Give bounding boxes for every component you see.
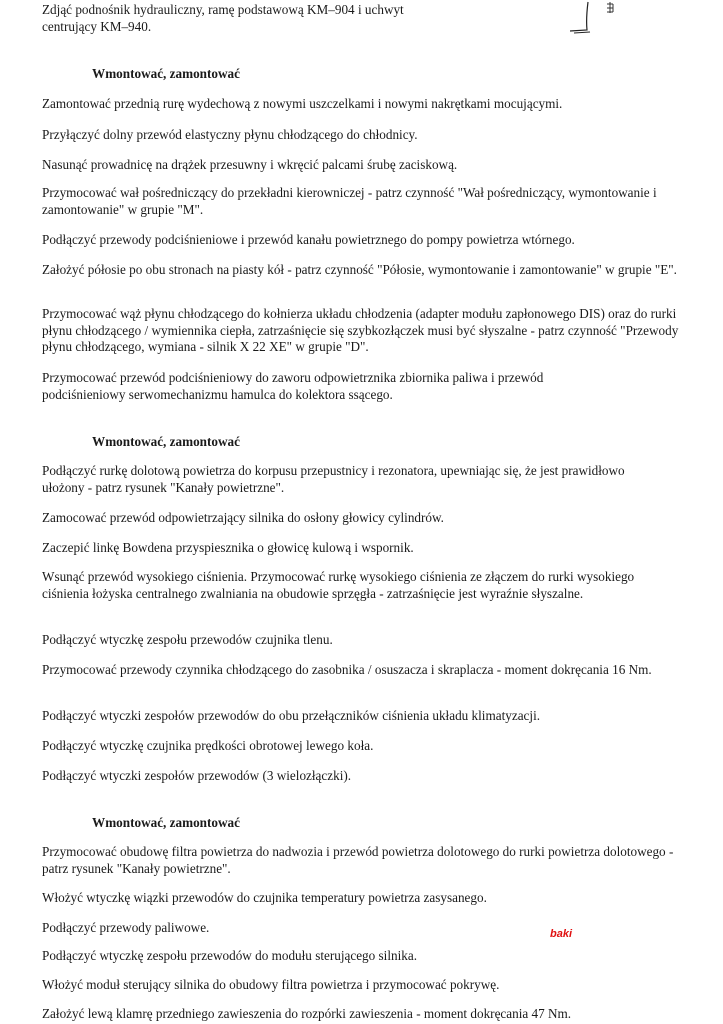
section-heading: Wmontować, zamontować (92, 66, 240, 81)
instruction-step: Zaczepić linkę Bowdena przyspiesznika o głowicę kulową i wspornik. (42, 540, 414, 555)
instruction-step: Podłączyć wtyczki zespołów przewodów do obu przełączników ciśnienia układu klimatyzacji. (42, 708, 541, 723)
instruction-step: Włożyć wtyczkę wiązki przewodów do czujnika temperatury powietrza zasysanego. (42, 890, 487, 905)
intro-paragraph: Zdjąć podnośnik hydrauliczny, ramę podstawową KM–904 i uchwyt centrujący KM–940. (42, 2, 404, 34)
instruction-step: Podłączyć przewody paliwowe. (42, 920, 210, 935)
section-heading: Wmontować, zamontować (92, 434, 240, 449)
instruction-step: Zamontować przednią rurę wydechową z nowymi uszczelkami i nowymi nakrętkami mocującymi. (42, 96, 563, 111)
instruction-step: Włożyć moduł sterujący silnika do obudowy filtra powietrza i przymocować pokrywę. (42, 977, 500, 992)
instruction-step: Podłączyć wtyczkę zespołu przewodów do modułu sterującego silnika. (42, 948, 418, 963)
instruction-step: Przymocować wąż płynu chłodzącego do kołnierza układu chłodzenia (adapter modułu zapłonowego DIS) oraz do rurki płynu chłodzącego / wymiennika ciepła, zatrzaśnięcie się szybkozłączek musi być słyszalne - patrz czynność "Przewody płynu chłodzącego, wymiana - silnik X 22 XE" w grupie "D". (42, 306, 679, 354)
instruction-step: Przymocować obudowę filtra powietrza do nadwozia i przewód powietrza dolotowego do rurki powietrza dolotowego - patrz rysunek "Kanały powietrzne". (42, 844, 674, 876)
instruction-step: Nasunąć prowadnicę na drążek przesuwny i wkręcić palcami śrubę zaciskową. (42, 157, 458, 172)
instruction-step: Założyć półosie po obu stronach na piasty kół - patrz czynność "Półosie, wymontowanie i zamontowanie" w grupie "E". (42, 262, 677, 277)
instruction-step: Przymocować wał pośredniczący do przekładni kierowniczej - patrz czynność "Wał pośredniczący, wymontowanie i zamontowanie" w grupie "M". (42, 185, 657, 217)
instruction-step: Podłączyć wtyczki zespołów przewodów (3 wielozłączki). (42, 768, 352, 783)
instruction-step: Założyć lewą klamrę przedniego zawieszenia do rozpórki zawieszenia - moment dokręcania 47 Nm. (42, 1006, 572, 1021)
instruction-step: Przyłączyć dolny przewód elastyczny płynu chłodzącego do chłodnicy. (42, 127, 418, 142)
handwritten-annotation: baki (550, 928, 573, 940)
instruction-step: Przymocować przewody czynnika chłodzącego do zasobnika / osuszacza i skraplacza - moment dokręcania 16 Nm. (42, 662, 652, 677)
instruction-step: Zamocować przewód odpowietrzający silnika do osłony głowicy cylindrów. (42, 510, 444, 525)
instruction-step: Podłączyć rurkę dolotową powietrza do korpusu przepustnicy i rezonatora, upewniając się, że jest prawidłowo ułożony - patrz rysunek "Kanały powietrzne". (42, 463, 625, 495)
instruction-step: Podłączyć wtyczkę czujnika prędkości obrotowej lewego koła. (42, 738, 374, 753)
instruction-step: Wsunąć przewód wysokiego ciśnienia. Przymocować rurkę wysokiego ciśnienia ze złączem do rurki wysokiego ciśnienia łożyska centralnego zwalniania na obudowie sprzęgła - zatrzaśnięcie jest wyraźnie słyszalne. (42, 569, 635, 601)
section-heading: Wmontować, zamontować (92, 815, 240, 830)
instruction-step: Przymocować przewód podciśnieniowy do zaworu odpowietrznika zbiornika paliwa i przewód podciśnieniowy serwomechanizmu hamulca do kolektora ssącego. (42, 370, 544, 402)
instruction-step: Podłączyć wtyczkę zespołu przewodów czujnika tlenu. (42, 632, 333, 647)
instruction-step: Podłączyć przewody podciśnieniowe i przewód kanału powietrznego do pompy powietrza wtórnego. (42, 232, 575, 247)
handwritten-mark-icon (570, 0, 630, 36)
